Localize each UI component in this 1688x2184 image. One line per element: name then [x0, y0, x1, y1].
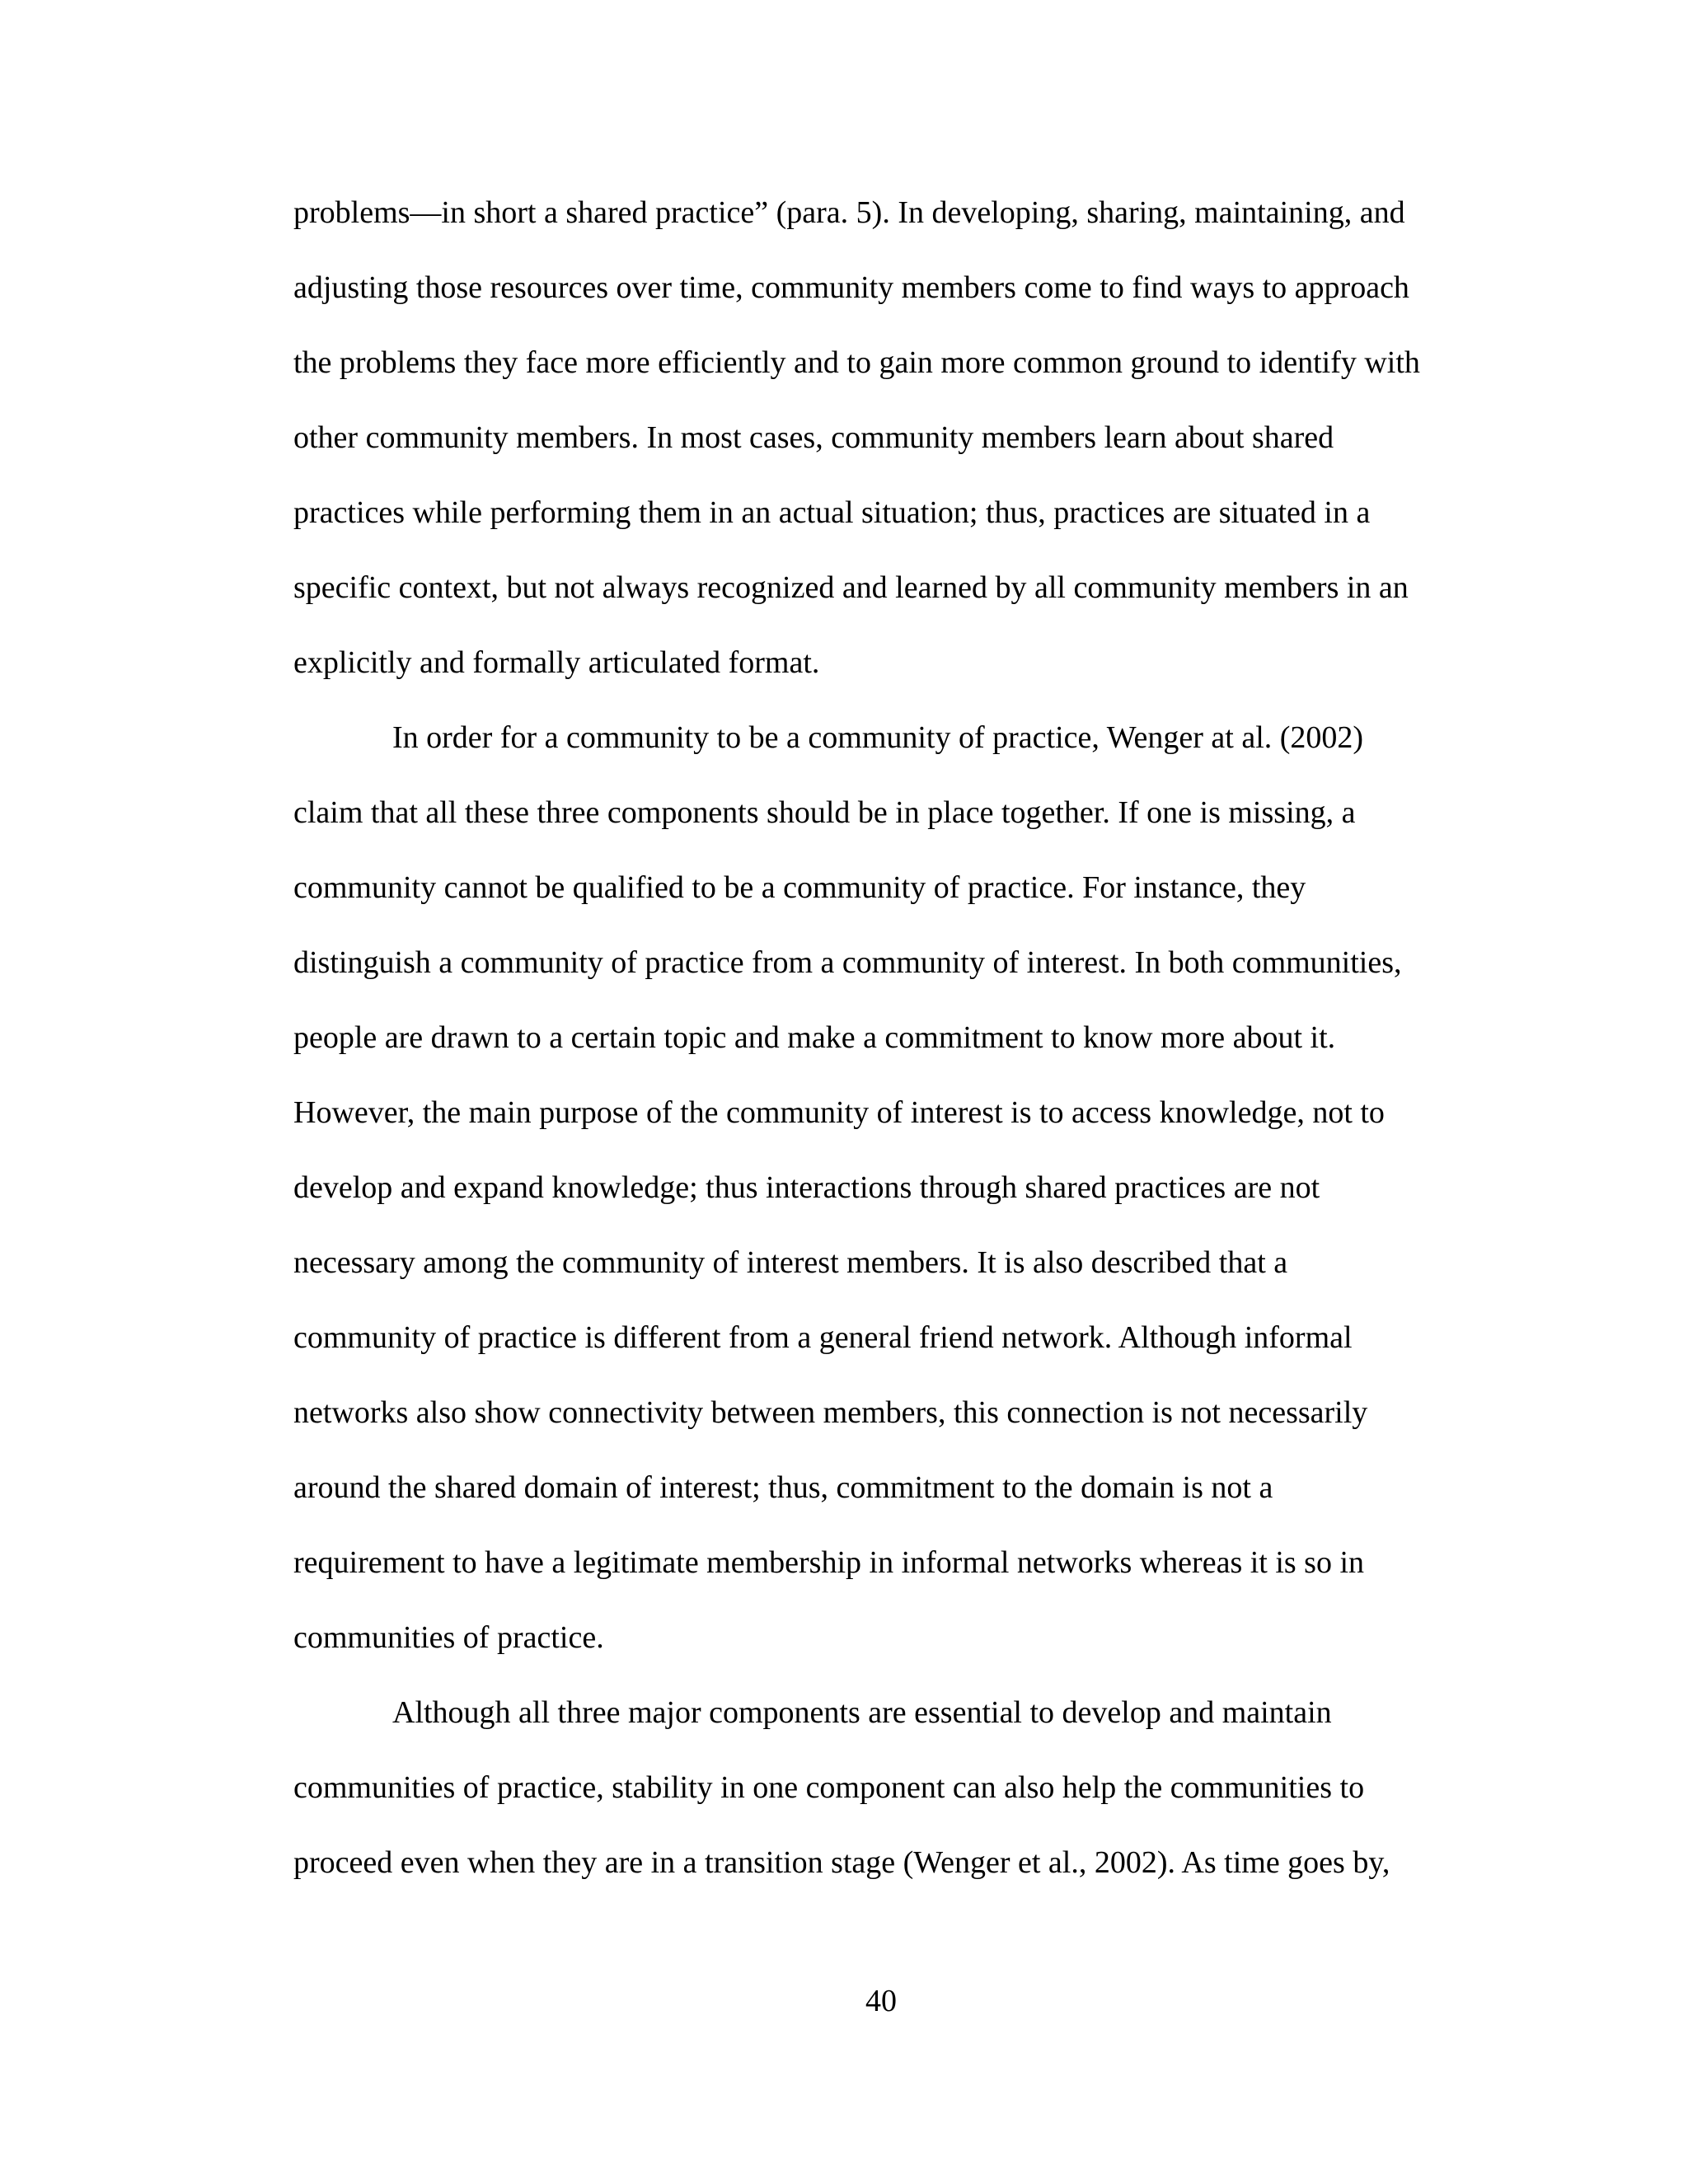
text-line: community cannot be qualified to be a community of practice. For instance, they [293, 870, 1306, 905]
text-line: networks also show connectivity between members, this connection is not necessarily [293, 1395, 1368, 1430]
text-line: claim that all these three components should be in place together. If one is missing, a [293, 795, 1356, 830]
text-line: proceed even when they are in a transition stage (Wenger et al., 2002). As time goes by, [293, 1845, 1390, 1880]
paragraph-first-line: Although all three major components are essential to develop and maintain [392, 1695, 1332, 1730]
text-line: communities of practice. [293, 1620, 604, 1655]
text-line: problems—in short a shared practice” (para. 5). In developing, sharing, maintaining, and [293, 195, 1405, 230]
text-line: practices while performing them in an actual situation; thus, practices are situated in a [293, 495, 1371, 530]
text-line: explicitly and formally articulated format. [293, 645, 820, 680]
text-line: develop and expand knowledge; thus interactions through shared practices are not [293, 1170, 1320, 1205]
text-line: distinguish a community of practice from a community of interest. In both communities, [293, 945, 1402, 980]
page-number: 40 [865, 1984, 897, 2018]
paragraph-first-line: In order for a community to be a community of practice, Wenger at al. (2002) [392, 720, 1364, 755]
text-line: other community members. In most cases, community members learn about shared [293, 420, 1334, 455]
page-body-text [293, 190, 1480, 1915]
text-line: community of practice is different from a general friend network. Although informal [293, 1320, 1353, 1355]
text-line: necessary among the community of interest members. It is also described that a [293, 1245, 1288, 1280]
text-line: people are drawn to a certain topic and make a commitment to know more about it. [293, 1020, 1336, 1055]
text-line: the problems they face more efficiently and to gain more common ground to identify with [293, 345, 1420, 380]
text-line: requirement to have a legitimate membership in informal networks whereas it is so in [293, 1545, 1365, 1580]
text-line: around the shared domain of interest; thus, commitment to the domain is not a [293, 1470, 1273, 1505]
text-line: However, the main purpose of the community of interest is to access knowledge, not to [293, 1095, 1385, 1130]
text-line: communities of practice, stability in one component can also help the communities to [293, 1770, 1365, 1805]
text-line: adjusting those resources over time, community members come to find ways to approach [293, 270, 1409, 305]
text-line: specific context, but not always recognized and learned by all community members in an [293, 570, 1409, 605]
